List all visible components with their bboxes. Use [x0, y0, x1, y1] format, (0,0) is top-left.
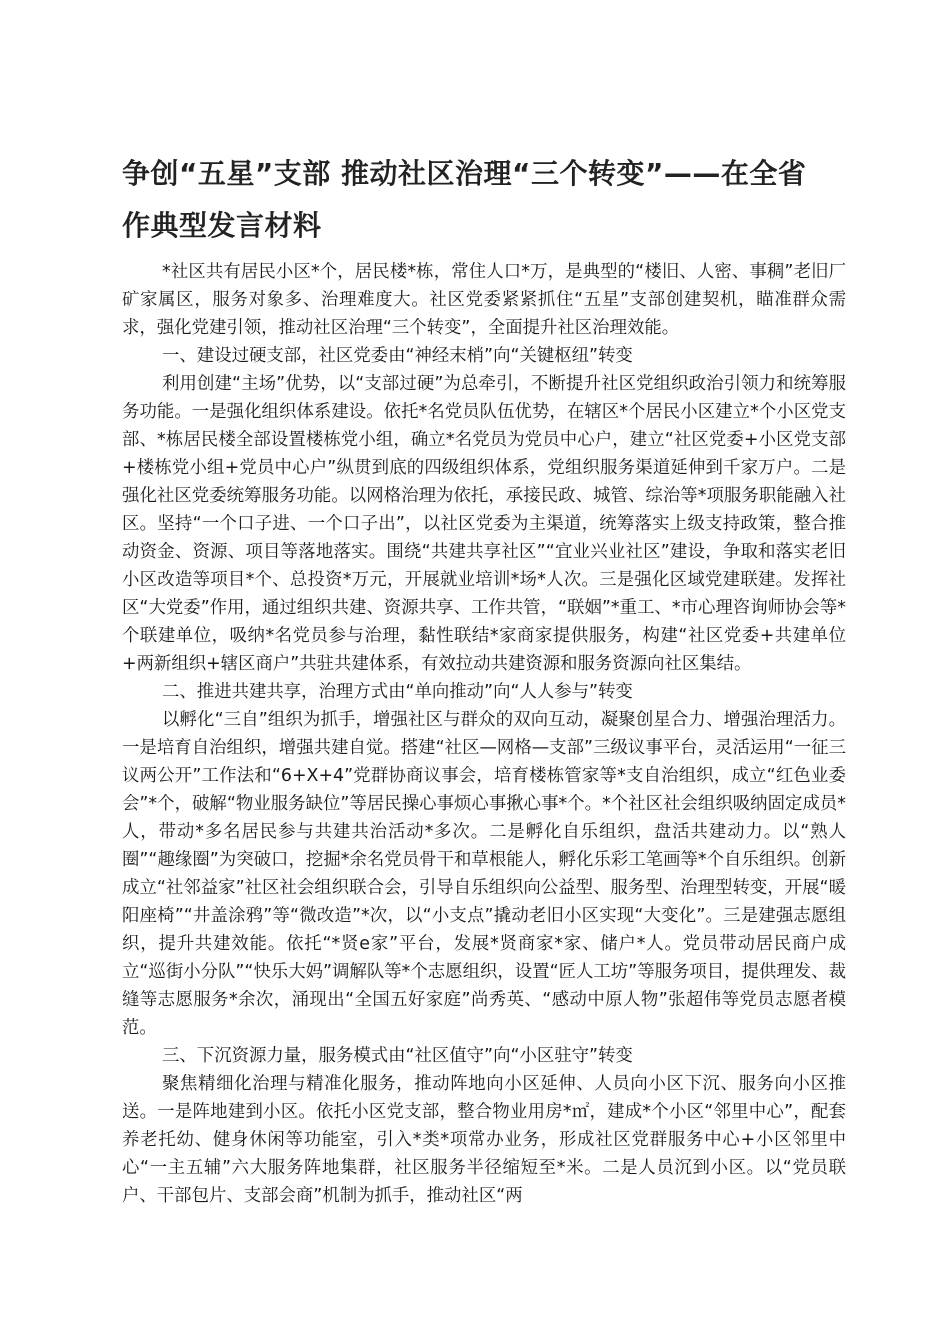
section-2-paragraph: 以孵化“三自”组织为抓手，增强社区与群众的双向互动，凝聚创星合力、增强治理活力。一是培育自治组织，增强共建自觉。搭建“社区—网格—支部”三级议事平台，灵活运用“一征三议两公开”工作法和“6+X+4”党群协商议事会，培育楼栋管家等*支自治组织，成立“红色业委会”*个，破解“物业服务缺位”等居民操心事烦心事揪心事*个。*个社区社会组织吸纳固定成员*人，带动*多名居民参与共建共治活动*多次。二是孵化自乐组织，盘活共建动力。以“熟人圈”“趣缘圈”为突破口，挖掘*余名党员骨干和草根能人，孵化乐彩工笔画等*个自乐组织。创新成立“社邻益家”社区社会组织联合会，引导自乐组织向公益型、服务型、治理型转变，开展“暖阳座椅”“井盖涂鸦”等“微改造”*次，以“小支点”撬动老旧小区实现“大变化”。三是建强志愿组织，提升共建效能。依托“*贤e家”平台，发展*贤商家*家、储户*人。党员带动居民商户成立“巡街小分队”“快乐大妈”调解队等*个志愿组织，设置“匠人工坊”等服务项目，提供理发、裁缝等志愿服务*余次，涌现出“全国五好家庭”尚秀英、“感动中原人物”张超伟等党员志愿者模范。	[122, 710, 846, 1038]
intro-paragraph: *社区共有居民小区*个，居民楼*栋，常住人口*万，是典型的“楼旧、人密、事稠”老旧厂矿家属区，服务对象多、治理难度大。社区党委紧紧抓住“五星”支部创建契机，瞄准群众需求，强化党建引领，推动社区治理“三个转变”，全面提升社区治理效能。	[122, 262, 846, 338]
document-body	[122, 258, 846, 1210]
section-heading-1: 一、建设过硬支部，社区党委由“神经末梢”向“关键枢纽”转变	[162, 346, 633, 366]
section-heading-3: 三、下沉资源力量，服务模式由“社区值守”向“小区驻守”转变	[162, 1046, 633, 1066]
document-title: 争创“五星”支部 推动社区治理“三个转变”——在全省作典型发言材料	[122, 157, 807, 242]
section-heading-2: 二、推进共建共享，治理方式由“单向推动”向“人人参与”转变	[162, 682, 633, 702]
section-1-paragraph: 利用创建“主场”优势，以“支部过硬”为总牵引，不断提升社区党组织政治引领力和统筹服务功能。一是强化组织体系建设。依托*名党员队伍优势，在辖区*个居民小区建立*个小区党支部、*栋居民楼全部设置楼栋党小组，确立*名党员为党员中心户，建立“社区党委+小区党支部+楼栋党小组+党员中心户”纵贯到底的四级组织体系，党组织服务渠道延伸到千家万户。二是强化社区党委统筹服务功能。以网格治理为依托，承接民政、城管、综治等*项服务职能融入社区。坚持“一个口子进、一个口子出”，以社区党委为主渠道，统筹落实上级支持政策，整合推动资金、资源、项目等落地落实。围绕“共建共享社区”“宜业兴业社区”建设，争取和落实老旧小区改造等项目*个、总投资*万元，开展就业培训*场*人次。三是强化区域党建联建。发挥社区“大党委”作用，通过组织共建、资源共享、工作共管，“联姻”*重工、*市心理咨询师协会等*个联建单位，吸纳*名党员参与治理，黏性联结*家商家提供服务，构建“社区党委+共建单位+两新组织+辖区商户”共驻共建体系，有效拉动共建资源和服务资源向社区集结。	[122, 374, 846, 674]
section-3-paragraph: 聚焦精细化治理与精准化服务，推动阵地向小区延伸、人员向小区下沉、服务向小区推送。一是阵地建到小区。依托小区党支部，整合物业用房*㎡，建成*个小区“邻里中心”，配套养老托幼、健身休闲等功能室，引入*类*项常办业务，形成社区党群服务中心+小区邻里中心“一主五辅”六大服务阵地集群，社区服务半径缩短至*米。二是人员沉到小区。以“党员联户、干部包片、支部会商”机制为抓手，推动社区“两	[122, 1074, 846, 1206]
